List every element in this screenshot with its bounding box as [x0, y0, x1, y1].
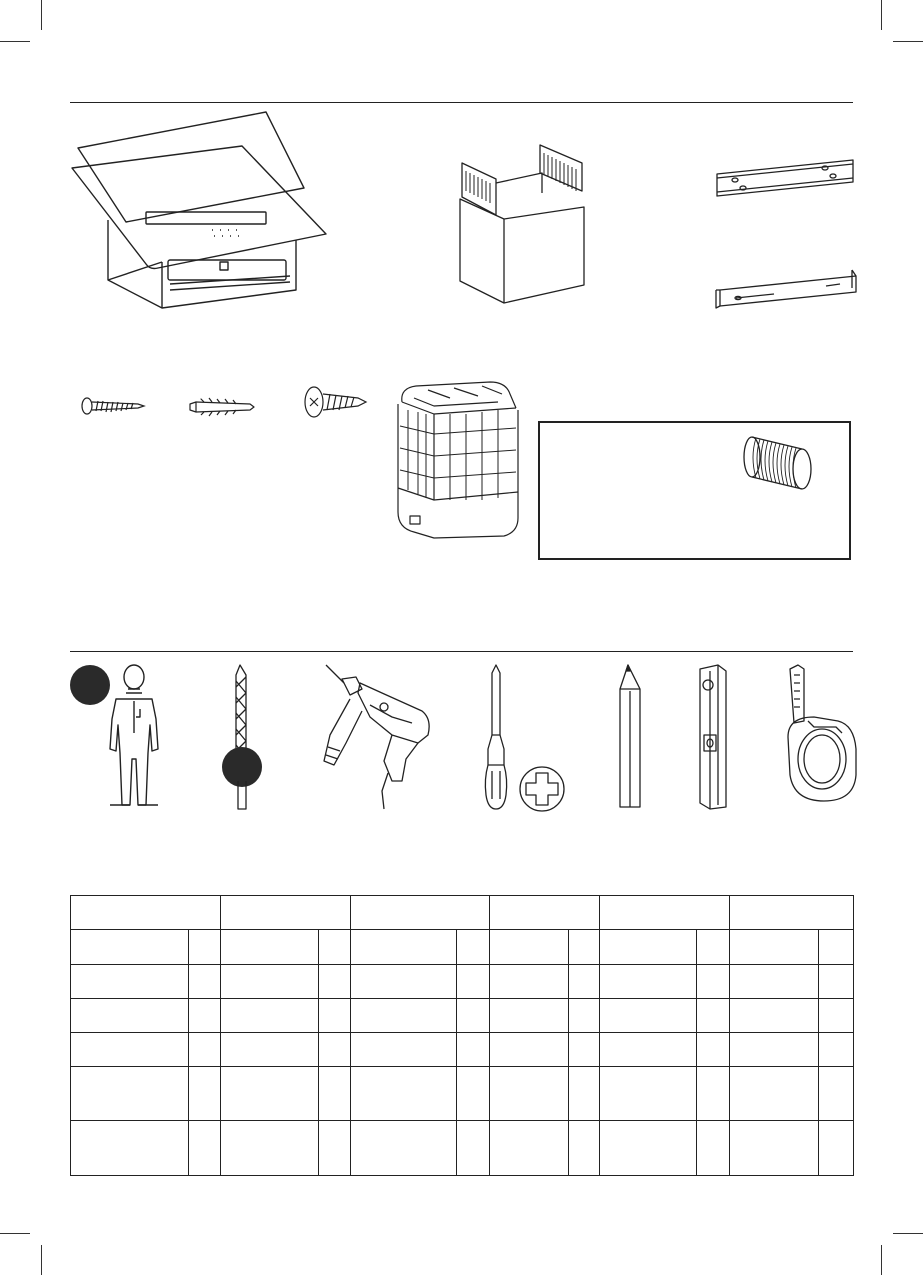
table-cell	[189, 999, 221, 1033]
crop-mark	[0, 41, 30, 42]
table-header-cell	[221, 896, 351, 930]
table-cell	[600, 1033, 697, 1067]
table-cell	[189, 1033, 221, 1067]
table-cell	[600, 930, 697, 965]
crop-mark	[41, 1245, 42, 1275]
table-cell	[569, 1067, 600, 1121]
table-cell	[819, 965, 854, 999]
screw-icon	[80, 396, 148, 416]
table-row	[71, 930, 854, 965]
table-cell	[351, 999, 457, 1033]
table-header-cell	[71, 896, 221, 930]
pencil-icon	[616, 663, 644, 811]
table-cell	[189, 1067, 221, 1121]
phillips-screwdriver-icon	[484, 663, 570, 811]
table-cell	[490, 999, 569, 1033]
table-cell	[319, 999, 351, 1033]
cooker-hood-icon	[70, 112, 332, 312]
table-cell	[221, 1033, 319, 1067]
table-cell	[351, 930, 457, 965]
crop-mark	[881, 0, 882, 30]
table-cell	[457, 965, 490, 999]
table-cell	[457, 999, 490, 1033]
flexible-duct-icon	[740, 435, 816, 491]
table-row	[71, 1121, 854, 1176]
table-cell	[569, 930, 600, 965]
crop-mark	[881, 1245, 882, 1275]
table-cell	[730, 1033, 819, 1067]
crop-mark	[893, 41, 923, 42]
table-cell	[189, 965, 221, 999]
table-cell	[71, 930, 189, 965]
table-cell	[351, 1033, 457, 1067]
table-row	[71, 1067, 854, 1121]
table-cell	[600, 1067, 697, 1121]
table-cell	[490, 1067, 569, 1121]
table-cell	[71, 1121, 189, 1176]
table-cell	[189, 1121, 221, 1176]
table-cell	[457, 1067, 490, 1121]
wall-plug-icon	[188, 396, 258, 418]
table-cell	[221, 930, 319, 965]
table-cell	[697, 1033, 730, 1067]
tape-measure-icon	[780, 663, 860, 811]
table-cell	[490, 965, 569, 999]
table-cell	[569, 1121, 600, 1176]
table-cell	[490, 1121, 569, 1176]
parts-table	[70, 895, 854, 1176]
drill-bit-icon	[220, 663, 266, 811]
table-cell	[221, 999, 319, 1033]
table-header-cell	[730, 896, 854, 930]
power-drill-icon	[322, 663, 434, 811]
table-cell	[319, 1033, 351, 1067]
table-cell	[569, 1033, 600, 1067]
table-row	[71, 1033, 854, 1067]
table-header-cell	[600, 896, 730, 930]
upper-bracket-icon	[713, 156, 859, 198]
table-row	[71, 965, 854, 999]
table-cell	[819, 1033, 854, 1067]
table-cell	[819, 1067, 854, 1121]
table-cell	[71, 999, 189, 1033]
table-cell	[819, 930, 854, 965]
table-cell	[697, 1121, 730, 1176]
table-cell	[697, 965, 730, 999]
components-section-rule	[70, 102, 853, 103]
table-header-cell	[351, 896, 490, 930]
crop-mark	[0, 1233, 30, 1234]
table-cell	[351, 965, 457, 999]
table-header-cell	[490, 896, 600, 930]
table-cell	[71, 1067, 189, 1121]
table-cell	[819, 999, 854, 1033]
table-cell	[319, 1121, 351, 1176]
table-cell	[600, 1121, 697, 1176]
table-cell	[490, 1033, 569, 1067]
table-cell	[457, 1121, 490, 1176]
table-cell	[697, 1067, 730, 1121]
table-cell	[319, 965, 351, 999]
table-cell	[569, 965, 600, 999]
table-cell	[221, 1121, 319, 1176]
table-cell	[819, 1121, 854, 1176]
table-cell	[319, 930, 351, 965]
table-cell	[490, 930, 569, 965]
table-cell	[697, 930, 730, 965]
crop-mark	[893, 1233, 923, 1234]
lower-bracket-icon	[712, 268, 862, 312]
table-cell	[71, 1033, 189, 1067]
table-cell	[221, 965, 319, 999]
table-cell	[600, 965, 697, 999]
table-cell	[457, 1033, 490, 1067]
table-cell	[600, 999, 697, 1033]
table-cell	[319, 1067, 351, 1121]
table-cell	[730, 965, 819, 999]
spirit-level-icon	[692, 663, 732, 811]
table-cell	[569, 999, 600, 1033]
table-cell	[730, 930, 819, 965]
crop-mark	[41, 0, 42, 30]
table-cell	[221, 1067, 319, 1121]
table-cell	[730, 1121, 819, 1176]
table-cell	[71, 965, 189, 999]
chimney-cover-icon	[456, 143, 591, 305]
table-cell	[189, 930, 221, 965]
table-cell	[730, 1067, 819, 1121]
carbon-filter-icon	[394, 380, 522, 542]
table-cell	[351, 1067, 457, 1121]
table-cell	[730, 999, 819, 1033]
table-cell	[697, 999, 730, 1033]
table-cell	[351, 1121, 457, 1176]
table-row	[71, 999, 854, 1033]
tools-section-rule	[70, 651, 853, 652]
table-header-row	[71, 896, 854, 930]
mushroom-screw-icon	[302, 384, 368, 420]
table-cell	[457, 930, 490, 965]
installer-person-icon	[70, 663, 170, 811]
